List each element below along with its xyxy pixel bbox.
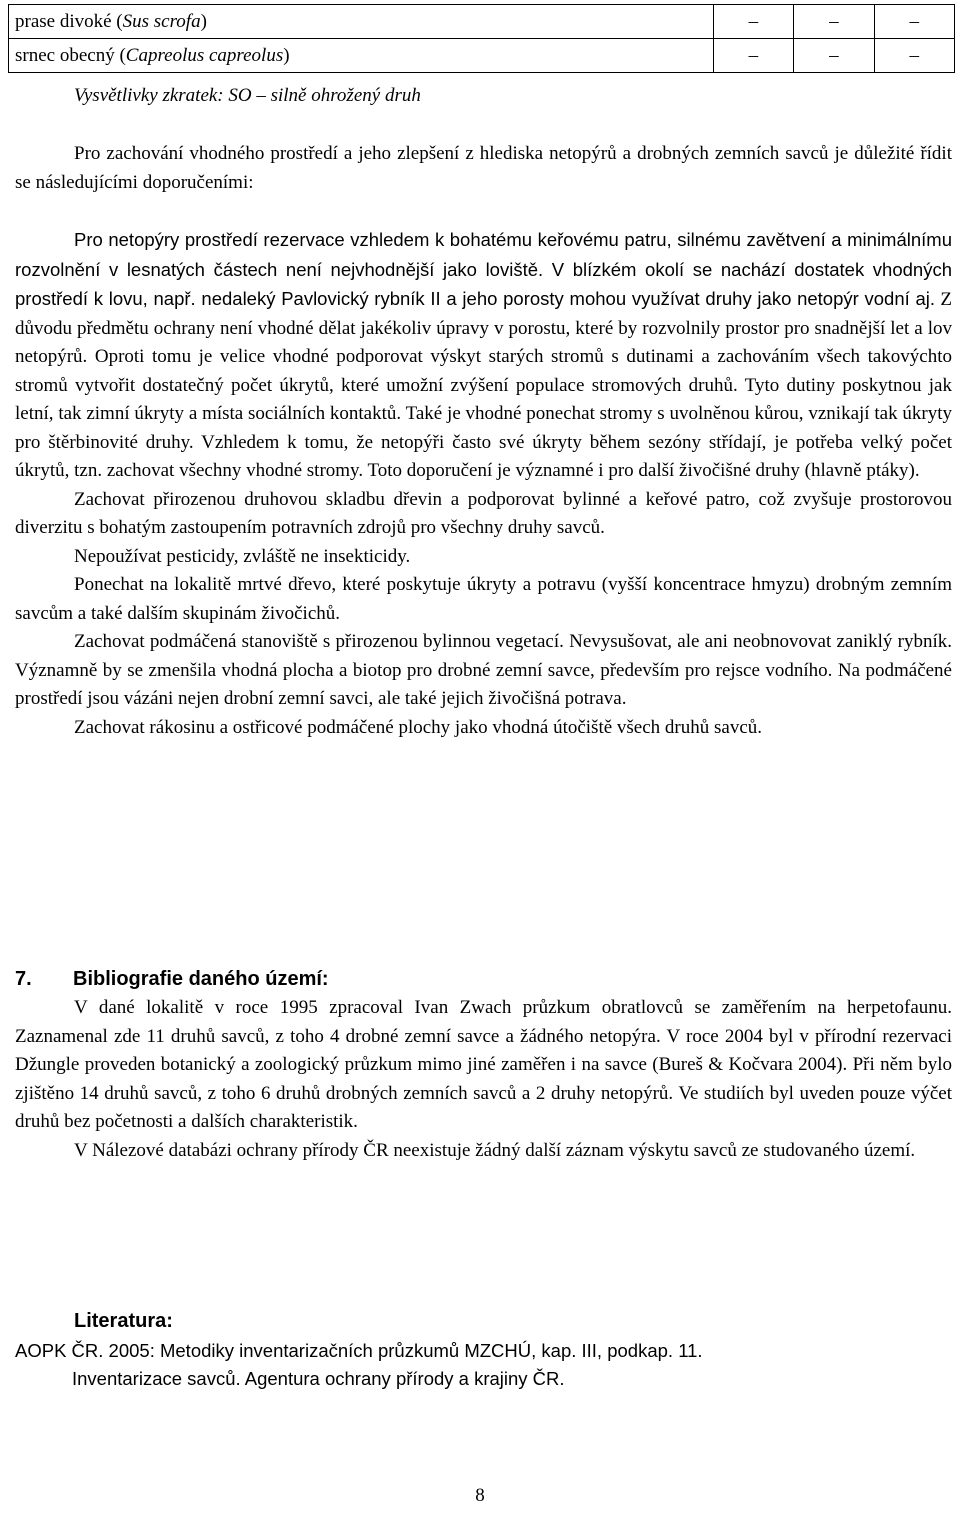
recommendation-item: Ponechat na lokalitě mrtvé dřevo, které poskytuje úkryty a potravu (vyšší koncentrace hmyzu) drobným zemním savcům a také dalším skupinám živočichů. [15,574,952,624]
section-heading [15,968,329,991]
recommendations-intro [15,140,952,197]
status-cell: – [874,5,954,39]
literature-entry-line: Inventarizace savců. Agentura ochrany přírody a krajiny ČR. [72,1368,565,1389]
bibliography-paragraph: V Nálezové databázi ochrany přírody ČR neexistuje žádný další záznam výskytu savců ze studovaného území. [74,1139,916,1161]
bibliography-paragraph: V dané lokalitě v roce 1995 zpracoval Ivan Zwach průzkum obratlovců se zaměřením na herpetofaunu. Zaznamenal zde 11 druhů savců, z toho 4 drobné zemní savce a žádného netopýra. V roce 2004 byl v přírodní rezervaci Džungle proveden botanický a zoologický průzkum mimo jiné zaměřen i na savce (Bureš & Kočvara 2004). Při něm bylo zjištěno 14 druhů savců, z toho 6 druhů drobných zemních savců a 2 druhy netopýrů. Ve studiích byl uveden pouze výčet druhů bez početnosti a dalších charakteristik. [15,997,952,1132]
recommendation-item: Nepoužívat pesticidy, zvláště ne insekticidy. [74,545,411,567]
status-cell: – [713,39,793,73]
status-cell: – [794,39,874,73]
bibliography-body [15,994,952,1165]
recommendation-item: Zachovat přirozenou druhovou skladbu dřevin a podporovat bylinné a keřové patro, což zvyšuje prostorovou diverzitu s bohatým zastoupením potravních zdrojů pro všechny druhy savců. [15,488,952,538]
bats-paragraph: Pro netopýry prostředí rezervace vzhledem k bohatému keřovému patru, silnému zavětvení a minimálnímu rozvolnění v lesnatých částech není nejvhodnější jako loviště. V blízkém okolí se nachází dostatek vhodných prostředí k lovu, např. nedaleký Pavlovický rybník II a jeho porosty mohou využívat druhy jako netopýr vodní aj. Z důvodu předmětu ochrany není vhodné dělat jakékoliv úpravy v porostu, které by rozvolnily prostor pro snadnější let a lov netopýrů. Oproti tomu je velice vhodné podporovat výskyt starých stromů s dutinami a zachováním všech takovýchto stromů vytvořit dostatečný počet úkrytů, které umožní zvýšení populace stromových druhů. Tyto dutiny poskytnou jak letní, tak zimní úkryty a místa sociálních kontaktů. Také je vhodné ponechat stromy s uvolněnou kůrou, vznikají tak úkryty pro štěrbinovité druhy. Vzhledem k tomu, že netopýři často své úkryty během sezóny střídají, je potřeba velký počet úkrytů, tzn. zachovat všechny vhodné stromy. Toto doporučení je významné i pro další živočišné druhy (hlavně ptáky). [15,229,952,481]
status-cell: – [794,5,874,39]
recommendations-body [15,226,952,742]
status-cell: – [874,39,954,73]
literature-entry-line: AOPK ČR. 2005: Metodiky inventarizačních průzkumů MZCHÚ, kap. III, podkap. 11. [15,1340,703,1361]
status-cell: – [713,5,793,39]
table-row [9,39,955,73]
section-number: 7. [15,968,32,990]
recommendation-item: Zachovat rákosinu a ostřicové podmáčené plochy jako vhodná útočiště všech druhů savců. [74,716,763,738]
intro-paragraph: Pro zachování vhodného prostředí a jeho zlepšení z hlediska netopýrů a drobných zemních savců je důležité řídit se následujícími doporučeními: [15,143,952,193]
page-number: 8 [475,1485,485,1506]
literature-entry [15,1337,952,1393]
table-legend: Vysvětlivky zkratek: SO – silně ohrožený druh [74,85,421,106]
recommendation-item: Zachovat podmáčená stanoviště s přirozenou bylinnou vegetací. Nevysušovat, ale ani neobnovovat zaniklý rybník. Významně by se zmenšila vhodná plocha a biotop pro drobné zemní savce, především pro rejsce vodního. Na podmáčené prostředí jsou vázáni nejen drobní zemní savci, ale také jejich živočišná potrava. [15,631,952,709]
section-title: Bibliografie daného území: [73,968,329,990]
species-name-cell: srnec obecný (Capreolus capreolus) [9,39,714,73]
table-row [9,5,955,39]
species-table [8,4,955,73]
literature-heading: Literatura: [74,1310,173,1332]
species-name-cell: prase divoké (Sus scrofa) [9,5,714,39]
